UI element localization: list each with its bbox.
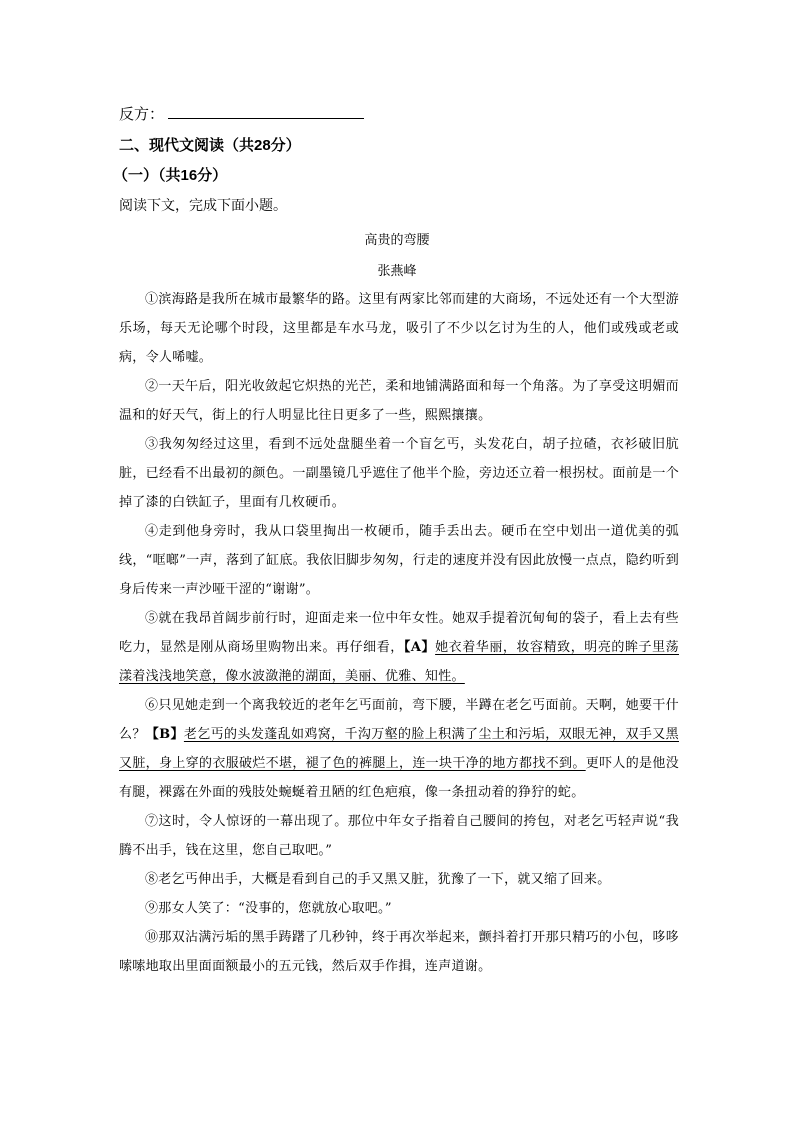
- section-heading: 二、现代文阅读（共28分）: [119, 137, 301, 154]
- article-author: 张燕峰: [377, 264, 417, 279]
- underlined-passage-a: 她衣着华丽，妆容精致，明亮的眸子里荡漾着浅浅地笑意，像水波潋滟的湖面，美丽、优雅、知性。: [119, 640, 679, 684]
- paragraph-3: ③我匆匆经过这里，看到不远处盘腿坐着一个盲乞丐，头发花白，胡子拉碴，衣衫破旧肮脏，已经看不出最初的颜色。一副墨镜几乎遮住了他半个脸，旁边还立着一根拐杖。面前是一个掉了漆的白铁缸子，里面有几枚硬币。: [119, 437, 679, 510]
- answer-label: 反方：: [119, 106, 165, 123]
- article-body: [119, 285, 679, 981]
- mark-a: 【A】: [403, 640, 436, 655]
- underlined-passage-b: 老乞丐的头发蓬乱如鸡窝，千沟万壑的脸上积满了尘土和污垢，双眼无神，双手又黑又脏，身上穿的衣服破烂不堪，褪了色的裤腿上，连一块干净的地方都找不到。: [119, 727, 679, 771]
- paragraph-5: [119, 604, 679, 691]
- paragraph-1: ①滨海路是我所在城市最繁华的路。这里有两家比邻而建的大商场，不远处还有一个大型游乐场，每天无论哪个时段，这里都是车水马龙，吸引了不少以乞讨为生的人，他们或残或老或病，令人唏嘘。: [119, 292, 679, 365]
- paragraph-7: ⑦这时，令人惊讶的一幕出现了。那位中年女子指着自己腰间的挎包，对老乞丐轻声说“我腾不出手，钱在这里，您自己取吧。”: [119, 814, 679, 858]
- paragraph-6-text-end: 更吓人的是他没有腿，裸露在外面的残肢处蜿蜒着丑陋的红色疤痕，像一条扭动着的狰狞的蛇。: [119, 756, 679, 800]
- paragraph-6-text: ⑥只见她走到一个离我较近的老年乞丐面前，弯下腰，半蹲在老乞丐面前。天啊，她要干什么？: [119, 698, 679, 742]
- mark-b: 【B】: [145, 727, 184, 742]
- article-title: 高贵的弯腰: [364, 233, 430, 248]
- paragraph-10: ⑩那双沾满污垢的黑手踌躇了几秒钟，终于再次举起来，颤抖着打开那只精巧的小包，哆哆嗦嗦地取出里面面额最小的五元钱，然后双手作揖，连声道谢。: [119, 930, 679, 974]
- instruction: 阅读下文，完成下面小题。: [119, 197, 287, 213]
- paragraph-9: ⑨那女人笑了：“没事的，您就放心取吧。”: [145, 901, 392, 916]
- part-heading: （一）（共16分）: [113, 167, 228, 184]
- answer-blank[interactable]: [168, 104, 364, 119]
- paragraph-5-text: ⑤就在我昂首阔步前行时，迎面走来一位中年女性。她双手提着沉甸甸的袋子，看上去有些吃力，显然是刚从商场里购物出来。再仔细看，: [119, 611, 679, 655]
- paragraph-2: ②一天午后，阳光收敛起它炽热的光芒，柔和地铺满路面和每一个角落。为了享受这明媚而温和的好天气，街上的行人明显比往日更多了一些，熙熙攘攘。: [119, 379, 679, 423]
- answer-line: [119, 103, 364, 124]
- paragraph-4: ④走到他身旁时，我从口袋里掏出一枚硬币，随手丢出去。硬币在空中划出一道优美的弧线，“哐啷”一声，落到了缸底。我依旧脚步匆匆，行走的速度并没有因此放慢一点点，隐约听到身后传来一声沙哑干涩的“谢谢”。: [119, 524, 679, 597]
- paragraph-6: [119, 691, 679, 807]
- paragraph-8: ⑧老乞丐伸出手，大概是看到自己的手又黑又脏，犹豫了一下，就又缩了回来。: [145, 872, 611, 887]
